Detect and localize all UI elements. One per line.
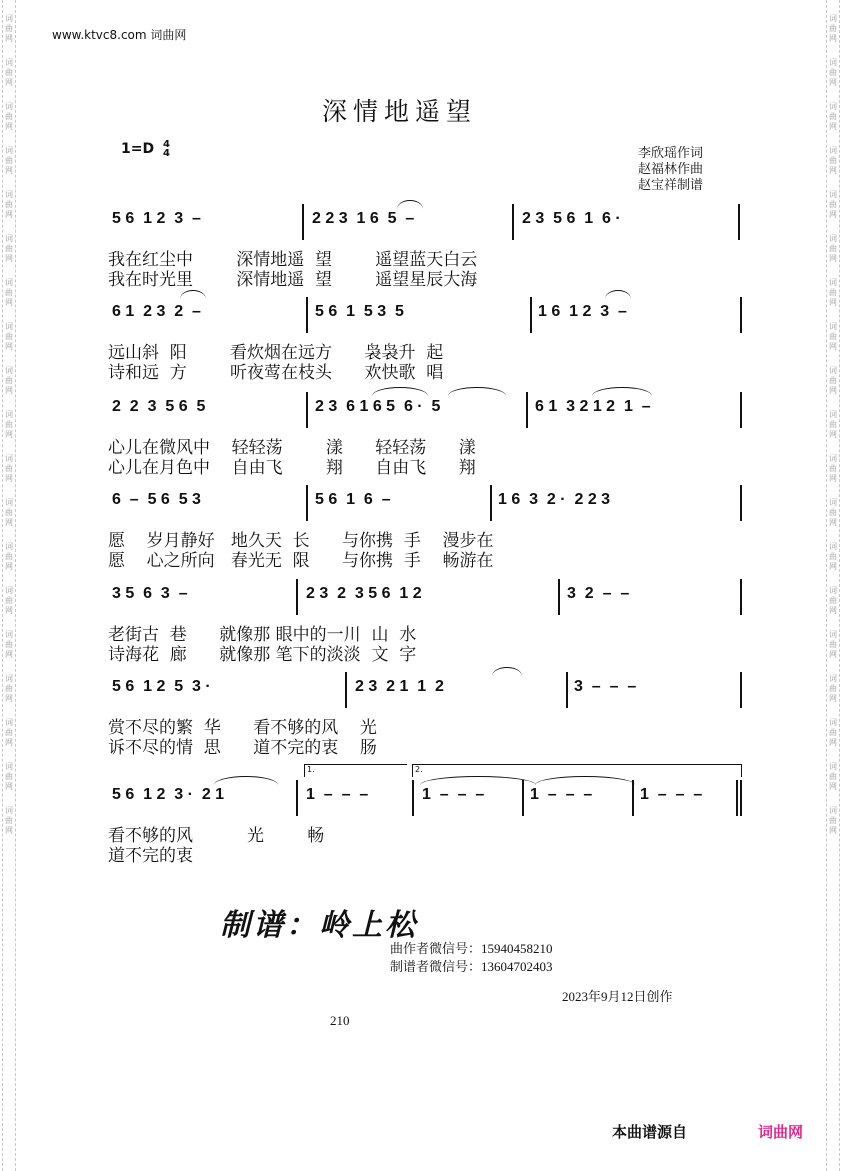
measure: 3 – – – [574,678,637,695]
measure: 2 2 3 5 6 5 [112,398,206,415]
side-watermark: 词 曲 网 [829,630,837,659]
lyric-line-1: 愿 岁月静好 地久天 长 与你携 手 漫步在 [108,531,494,551]
side-watermark: 词 曲 网 [5,102,13,131]
measure: 5 6 1 2 5 3 · [112,678,211,695]
right-watermark-strip [826,0,840,1171]
side-watermark: 词 曲 网 [5,718,13,747]
lyric-line-1: 远山斜 阳 看炊烟在远方 袅袅升 起 [108,343,444,363]
side-watermark: 词 曲 网 [5,674,13,703]
barline [526,392,528,428]
side-watermark: 词 曲 网 [829,102,837,131]
key-signature [121,140,170,158]
brand-link[interactable]: 词曲网 [758,1123,804,1141]
lyric-line-1: 老街古 巷 就像那 眼中的一川 山 水 [108,625,417,645]
side-watermark: 词 曲 网 [829,542,837,571]
slur [420,776,536,785]
arranger-signature: 制谱：岭上松 [220,908,418,943]
lyric-line-1: 看不够的风 光 畅 [108,826,325,846]
measure: 6 – 5 6 5 3 [112,491,201,508]
lyric-line-2: 道不完的衷 [108,846,193,866]
measure: 5 6 1 2 3 · 2 1 [112,786,225,803]
song-title: 深情地遥望 [322,97,478,126]
creation-date: 2023年9月12日创作 [562,989,673,1004]
slur [214,776,278,785]
side-watermark: 词 曲 网 [829,586,837,615]
slur [372,387,428,396]
side-watermark: 词 曲 网 [5,58,13,87]
volta-second [412,764,742,777]
arranger-wechat: 制谱者微信号：13604702403 [390,959,553,974]
site-header[interactable]: www.ktvc8.com 词曲网 [52,28,187,42]
side-watermark: 词 曲 网 [829,14,837,43]
lyric-line-2: 诗和远 方 听夜莺在枝头 欢快歌 唱 [108,363,444,383]
side-watermark: 词 曲 网 [5,366,13,395]
measure: 2 3 2 1 1 2 [355,678,444,695]
measure: 2 3 2 3 5 6 1 2 [306,585,422,602]
barline [522,780,524,816]
lyric-line-1: 心儿在微风中 轻轻荡 漾 轻轻荡 漾 [108,438,476,458]
source-label: 本曲谱源自 [612,1123,688,1141]
barline [512,204,514,240]
measure: 1 – – – [640,786,703,803]
barline [566,672,568,708]
lyric-line-2: 诉不尽的情 思 道不完的衷 肠 [108,738,377,758]
side-watermark: 词 曲 网 [5,278,13,307]
side-watermark: 词 曲 网 [829,454,837,483]
barline [740,485,742,521]
measure: 2 2 3 1 6 5 – [312,210,415,227]
barline [302,204,304,240]
measure: 5 6 1 2 3 – [112,210,201,227]
side-watermark: 词 曲 网 [5,806,13,835]
lyric-line-1: 我在红尘中 深情地遥 望 遥望蓝天白云 [108,250,478,270]
barline [490,485,492,521]
barline [632,780,634,816]
side-watermark: 词 曲 网 [5,234,13,263]
measure: 2 3 6 1 6 5 6 · 5 [315,398,441,415]
barline [740,392,742,428]
barline [306,392,308,428]
volta-first-label: 1. [307,765,315,774]
lyric-line-2: 心儿在月色中 自由飞 翔 自由飞 翔 [108,458,476,478]
barline [740,297,742,333]
measure: 6 1 3 2 1 2 1 – [535,398,651,415]
measure: 1 – – – [422,786,485,803]
lyricist-credit: 李欣瑶作词 [638,146,704,161]
time-signature [163,140,170,158]
side-watermark: 词 曲 网 [5,146,13,175]
slur [535,776,635,785]
measure: 1 6 1 2 3 – [538,303,627,320]
side-watermark: 词 曲 网 [829,762,837,791]
page-number: 210 [330,1013,350,1028]
side-watermark: 词 曲 网 [5,762,13,791]
side-watermark: 词 曲 网 [5,630,13,659]
barline [296,579,298,615]
barline [530,297,532,333]
measure: 2 3 5 6 1 6 · [522,210,621,227]
side-watermark: 词 曲 网 [5,454,13,483]
lyric-line-2: 诗海花 廊 就像那 笔下的淡淡 文 字 [108,645,417,665]
slur [605,290,631,299]
composer-credit: 赵福林作曲 [638,162,704,177]
side-watermark: 词 曲 网 [829,146,837,175]
slur [397,200,423,209]
slur [592,387,652,396]
side-watermark: 词 曲 网 [829,190,837,219]
barline [345,672,347,708]
side-watermark: 词 曲 网 [5,586,13,615]
lyric-line-2: 愿 心之所向 春光无 限 与你携 手 畅游在 [108,551,494,571]
measure: 3 2 – – [567,585,630,602]
measure: 3 5 6 3 – [112,585,188,602]
slur [180,290,206,299]
side-watermark: 词 曲 网 [829,674,837,703]
side-watermark: 词 曲 网 [5,498,13,527]
barline [296,780,298,816]
arranger-credit: 赵宝祥制谱 [638,178,704,193]
side-watermark: 词 曲 网 [829,806,837,835]
volta-second-label: 2. [415,765,423,774]
barline [412,780,414,816]
credits [638,146,703,194]
lyric-line-2: 我在时光里 深情地遥 望 遥望星辰大海 [108,270,478,290]
slur [492,667,522,676]
lyric-line-1: 赏不尽的繁 华 看不够的风 光 [108,718,377,738]
side-watermark: 词 曲 网 [829,410,837,439]
side-watermark: 词 曲 网 [829,498,837,527]
time-sig-bottom: 4 [162,148,170,159]
barline [736,780,738,816]
composer-wechat: 曲作者微信号：15940458210 [390,941,553,956]
barline [306,297,308,333]
side-watermark: 词 曲 网 [5,410,13,439]
side-watermark: 词 曲 网 [5,14,13,43]
measure: 1 – – – [306,786,369,803]
measure: 5 6 1 5 3 5 [315,303,404,320]
wechat-info [390,940,553,976]
time-sig-top: 4 [162,139,170,150]
barline [306,485,308,521]
side-watermark: 词 曲 网 [829,322,837,351]
side-watermark: 词 曲 网 [829,718,837,747]
measure: 1 – – – [530,786,593,803]
measure: 1 6 3 2 · 2 2 3 [498,491,611,508]
volta-first [304,764,407,777]
barline [740,672,742,708]
key-label: 1=D [121,141,155,157]
measure: 6 1 2 3 2 – [112,303,201,320]
barline [738,204,740,240]
side-watermark: 词 曲 网 [829,278,837,307]
side-watermark: 词 曲 网 [829,234,837,263]
barline [740,780,742,816]
side-watermark: 词 曲 网 [5,542,13,571]
side-watermark: 词 曲 网 [5,190,13,219]
left-watermark-strip [2,0,16,1171]
barline [558,579,560,615]
side-watermark: 词 曲 网 [829,58,837,87]
measure: 5 6 1 6 – [315,491,391,508]
slur [448,387,506,396]
side-watermark: 词 曲 网 [829,366,837,395]
barline [740,579,742,615]
side-watermark: 词 曲 网 [5,322,13,351]
